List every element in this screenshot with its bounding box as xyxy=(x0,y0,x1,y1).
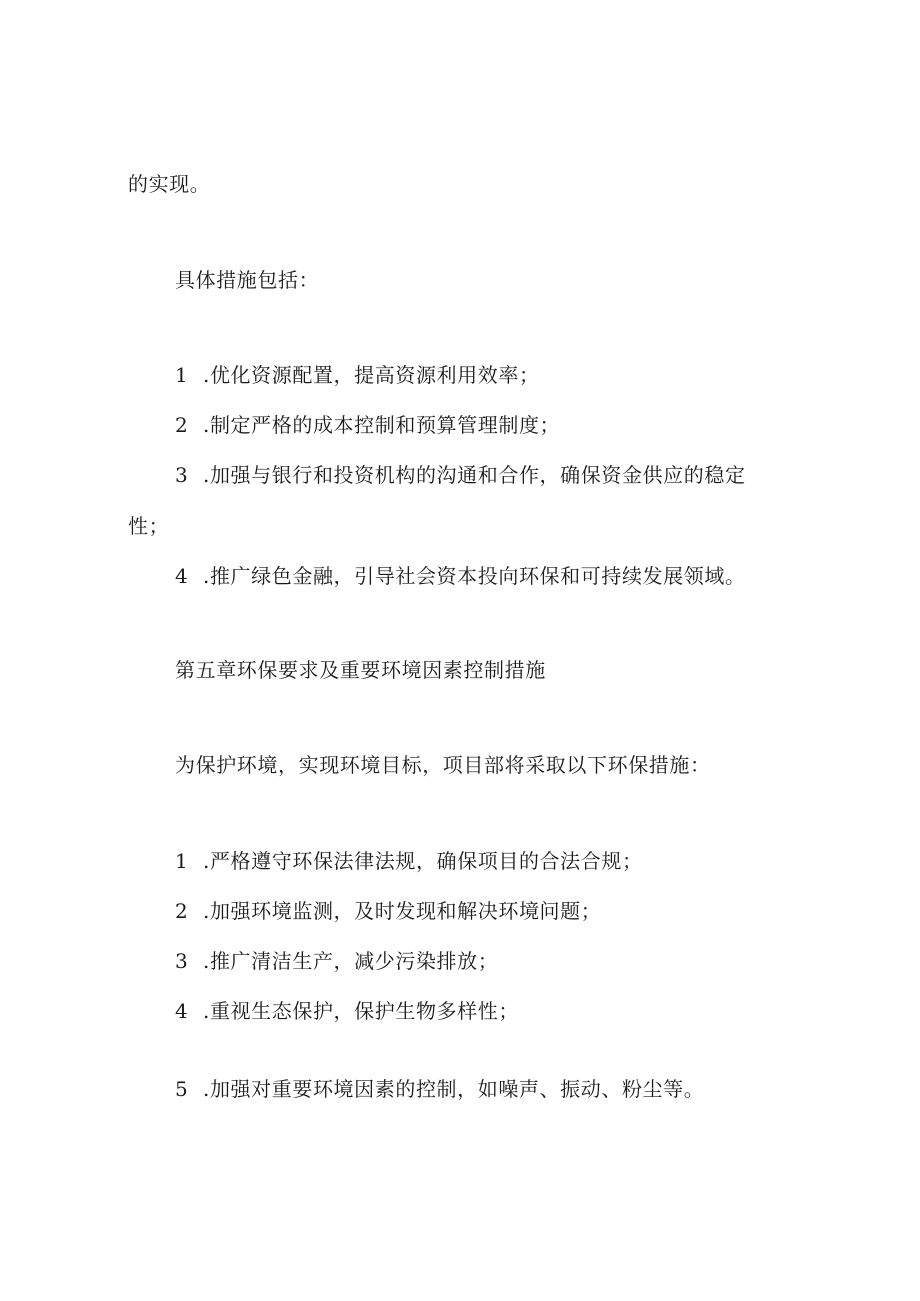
env-measure-item-number: 4 xyxy=(175,999,189,1023)
measure-item-text: .推广绿色金融，引导社会资本投向环保和可持续发展领域。 xyxy=(203,564,746,588)
env-measure-item-2 xyxy=(175,899,601,923)
env-measure-item-text: .加强环境监测，及时发现和解决环境问题； xyxy=(203,899,602,923)
measure-item-text: .制定严格的成本控制和预算管理制度； xyxy=(203,413,561,437)
env-measure-item-number: 1 xyxy=(175,849,189,873)
measure-item-number: 4 xyxy=(175,564,189,588)
env-measure-item-number: 5 xyxy=(175,1077,189,1101)
measure-item-1 xyxy=(175,363,540,387)
measure-item-number: 2 xyxy=(175,413,189,437)
env-measure-item-4 xyxy=(175,999,519,1023)
env-measure-item-5 xyxy=(175,1077,704,1101)
env-measure-item-text: .严格遵守环保法律法规，确保项目的合法合规； xyxy=(203,849,643,873)
measure-item-2 xyxy=(175,413,560,437)
measure-item-3-continuation: 性； xyxy=(128,514,170,538)
measure-item-text: .优化资源配置，提高资源利用效率； xyxy=(203,363,540,387)
measures-heading: 具体措施包括： xyxy=(175,268,320,292)
measure-item-3 xyxy=(175,463,746,487)
measure-item-text: .加强与银行和投资机构的沟通和合作，确保资金供应的稳定 xyxy=(203,463,746,487)
chapter-title: 第五章环保要求及重要环境因素控制措施 xyxy=(175,658,546,682)
measure-item-number: 3 xyxy=(175,463,189,487)
env-measure-item-3 xyxy=(175,949,498,973)
measure-item-number: 1 xyxy=(175,363,189,387)
env-measure-item-text: .加强对重要环境因素的控制，如噪声、振动、粉尘等。 xyxy=(203,1077,705,1101)
env-measure-item-number: 3 xyxy=(175,949,189,973)
env-measure-item-1 xyxy=(175,849,643,873)
env-measure-item-text: .重视生态保护，保护生物多样性； xyxy=(203,999,519,1023)
measure-item-4 xyxy=(175,564,746,588)
env-intro-text: 为保护环境，实现环境目标，项目部将采取以下环保措施： xyxy=(175,753,711,777)
intro-tail-text: 的实现。 xyxy=(128,172,211,196)
env-measure-item-number: 2 xyxy=(175,899,189,923)
env-measure-item-text: .推广清洁生产，减少污染排放； xyxy=(203,949,499,973)
